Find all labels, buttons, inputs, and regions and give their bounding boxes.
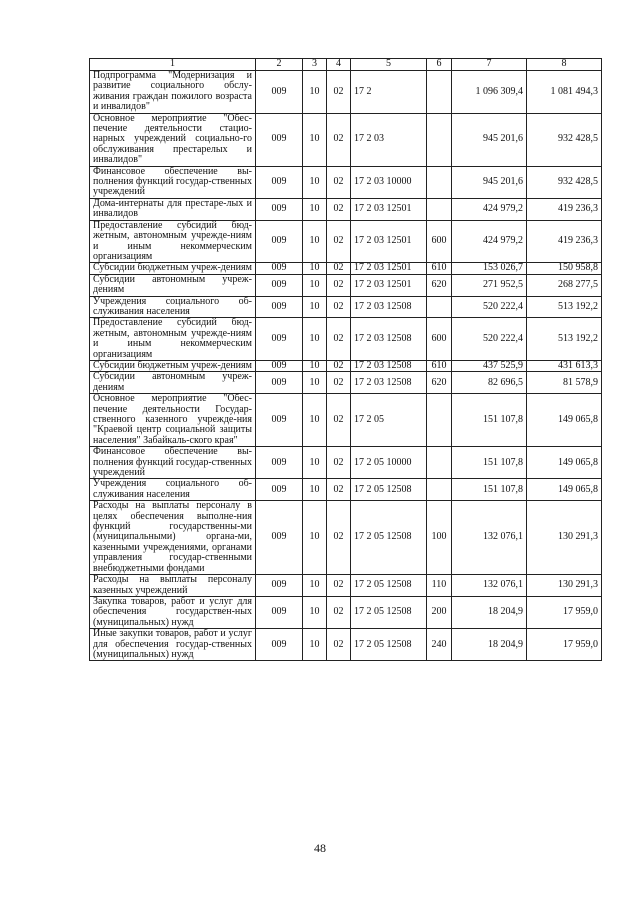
amount-year-1: 945 201,6 <box>452 166 527 198</box>
column-header: 7 <box>452 59 527 71</box>
expense-type-code <box>427 479 452 501</box>
amount-year-2: 513 192,2 <box>527 296 602 318</box>
expense-type-code: 620 <box>427 372 452 394</box>
expense-item-name: Финансовое обеспечение вы-полнения функций государ-ственных учреждений <box>90 447 256 479</box>
target-article-code: 17 2 05 12508 <box>351 596 427 628</box>
section-code: 10 <box>303 596 327 628</box>
admin-code: 009 <box>256 220 303 263</box>
table-row <box>90 296 602 318</box>
subsection-code: 02 <box>327 501 351 575</box>
expense-item-name: Предоставление субсидий бюд-жетным, автономным учрежде-ниям и иным некоммерческим организациям <box>90 318 256 361</box>
amount-year-2: 149 065,8 <box>527 479 602 501</box>
expense-type-code: 110 <box>427 575 452 597</box>
admin-code: 009 <box>256 71 303 114</box>
table-row <box>90 479 602 501</box>
table-row <box>90 360 602 371</box>
subsection-code: 02 <box>327 629 351 661</box>
admin-code: 009 <box>256 296 303 318</box>
amount-year-1: 520 222,4 <box>452 318 527 361</box>
admin-code: 009 <box>256 479 303 501</box>
target-article-code: 17 2 05 12508 <box>351 629 427 661</box>
target-article-code: 17 2 03 12501 <box>351 220 427 263</box>
amount-year-2: 150 958,8 <box>527 263 602 274</box>
amount-year-1: 520 222,4 <box>452 296 527 318</box>
column-header: 2 <box>256 59 303 71</box>
amount-year-1: 132 076,1 <box>452 575 527 597</box>
target-article-code: 17 2 03 12508 <box>351 318 427 361</box>
amount-year-2: 17 959,0 <box>527 596 602 628</box>
expense-item-name: Предоставление субсидий бюд-жетным, автономным учрежде-ниям и иным некоммерческим организациям <box>90 220 256 263</box>
table-row <box>90 220 602 263</box>
amount-year-2: 1 081 494,3 <box>527 71 602 114</box>
table-row <box>90 71 602 114</box>
amount-year-2: 513 192,2 <box>527 318 602 361</box>
expense-item-name: Расходы на выплаты персоналу казенных учреждений <box>90 575 256 597</box>
target-article-code: 17 2 03 12501 <box>351 263 427 274</box>
column-header: 1 <box>90 59 256 71</box>
column-header: 5 <box>351 59 427 71</box>
column-header: 6 <box>427 59 452 71</box>
subsection-code: 02 <box>327 479 351 501</box>
expense-item-name: Расходы на выплаты персоналу в целях обеспечения выполне-ния функций государственны-ми (муниципальными) органа-ми, казенными учреждениями, органами управления государ-ственными внебюджетными фондами <box>90 501 256 575</box>
section-code: 10 <box>303 394 327 447</box>
section-code: 10 <box>303 372 327 394</box>
table-row <box>90 501 602 575</box>
subsection-code: 02 <box>327 113 351 166</box>
table-row <box>90 274 602 296</box>
amount-year-1: 151 107,8 <box>452 394 527 447</box>
section-code: 10 <box>303 274 327 296</box>
amount-year-2: 81 578,9 <box>527 372 602 394</box>
subsection-code: 02 <box>327 318 351 361</box>
subsection-code: 02 <box>327 220 351 263</box>
expense-item-name: Иные закупки товаров, работ и услуг для обеспечения государ-ственных (муниципальных) нужд <box>90 629 256 661</box>
table-row <box>90 113 602 166</box>
expense-item-name: Субсидии бюджетным учреж-дениям <box>90 360 256 371</box>
section-code: 10 <box>303 629 327 661</box>
page-number: 48 <box>314 841 326 855</box>
amount-year-1: 18 204,9 <box>452 596 527 628</box>
expense-item-name: Основное мероприятие "Обес-печение деятельности Государ-ственного казенного учрежде-ния "Краевой центр социальной защиты населения" Забайкаль-ского края" <box>90 394 256 447</box>
admin-code: 009 <box>256 318 303 361</box>
amount-year-1: 153 026,7 <box>452 263 527 274</box>
amount-year-1: 151 107,8 <box>452 447 527 479</box>
expense-type-code <box>427 394 452 447</box>
admin-code: 009 <box>256 113 303 166</box>
expense-type-code <box>427 447 452 479</box>
subsection-code: 02 <box>327 575 351 597</box>
subsection-code: 02 <box>327 447 351 479</box>
expense-item-name: Учреждения социального об-служивания населения <box>90 296 256 318</box>
target-article-code: 17 2 05 12508 <box>351 575 427 597</box>
amount-year-2: 17 959,0 <box>527 629 602 661</box>
expense-type-code: 620 <box>427 274 452 296</box>
admin-code: 009 <box>256 596 303 628</box>
column-header: 4 <box>327 59 351 71</box>
target-article-code: 17 2 05 12508 <box>351 501 427 575</box>
expense-type-code <box>427 296 452 318</box>
amount-year-2: 431 613,3 <box>527 360 602 371</box>
amount-year-2: 149 065,8 <box>527 447 602 479</box>
admin-code: 009 <box>256 501 303 575</box>
section-code: 10 <box>303 360 327 371</box>
section-code: 10 <box>303 575 327 597</box>
admin-code: 009 <box>256 198 303 220</box>
expense-type-code <box>427 198 452 220</box>
amount-year-2: 268 277,5 <box>527 274 602 296</box>
section-code: 10 <box>303 318 327 361</box>
admin-code: 009 <box>256 360 303 371</box>
amount-year-1: 82 696,5 <box>452 372 527 394</box>
table-row <box>90 198 602 220</box>
amount-year-2: 130 291,3 <box>527 575 602 597</box>
subsection-code: 02 <box>327 372 351 394</box>
expense-item-name: Основное мероприятие "Обес-печение деятельности стацио-нарных учреждений социально-го обслуживания престарелых и инвалидов" <box>90 113 256 166</box>
table-row <box>90 318 602 361</box>
amount-year-1: 424 979,2 <box>452 220 527 263</box>
target-article-code: 17 2 03 12508 <box>351 360 427 371</box>
expense-type-code <box>427 113 452 166</box>
amount-year-1: 1 096 309,4 <box>452 71 527 114</box>
section-code: 10 <box>303 263 327 274</box>
section-code: 10 <box>303 501 327 575</box>
expense-type-code <box>427 71 452 114</box>
section-code: 10 <box>303 198 327 220</box>
expense-item-name: Субсидии бюджетным учреж-дениям <box>90 263 256 274</box>
expense-type-code <box>427 166 452 198</box>
amount-year-2: 149 065,8 <box>527 394 602 447</box>
table-row <box>90 575 602 597</box>
admin-code: 009 <box>256 629 303 661</box>
amount-year-1: 437 525,9 <box>452 360 527 371</box>
amount-year-2: 419 236,3 <box>527 198 602 220</box>
expense-item-name: Учреждения социального об-служивания населения <box>90 479 256 501</box>
admin-code: 009 <box>256 166 303 198</box>
expense-type-code: 600 <box>427 318 452 361</box>
expense-type-code: 610 <box>427 263 452 274</box>
table-header-row <box>90 59 602 71</box>
subsection-code: 02 <box>327 394 351 447</box>
expense-item-name: Субсидии автономным учреж-дениям <box>90 274 256 296</box>
table-row <box>90 372 602 394</box>
section-code: 10 <box>303 113 327 166</box>
expense-item-name: Дома-интернаты для престаре-лых и инвалидов <box>90 198 256 220</box>
expense-item-name: Финансовое обеспечение вы-полнения функций государ-ственных учреждений <box>90 166 256 198</box>
amount-year-1: 18 204,9 <box>452 629 527 661</box>
expense-item-name: Закупка товаров, работ и услуг для обеспечения государствен-ных (муниципальных) нужд <box>90 596 256 628</box>
section-code: 10 <box>303 447 327 479</box>
amount-year-1: 424 979,2 <box>452 198 527 220</box>
subsection-code: 02 <box>327 596 351 628</box>
budget-table <box>89 58 602 661</box>
admin-code: 009 <box>256 372 303 394</box>
subsection-code: 02 <box>327 296 351 318</box>
admin-code: 009 <box>256 263 303 274</box>
expense-item-name: Подпрограмма "Модернизация и развитие социального обслу-живания граждан пожилого возраста и инвалидов" <box>90 71 256 114</box>
column-header: 3 <box>303 59 327 71</box>
table-row <box>90 166 602 198</box>
target-article-code: 17 2 05 12508 <box>351 479 427 501</box>
subsection-code: 02 <box>327 71 351 114</box>
admin-code: 009 <box>256 575 303 597</box>
column-header: 8 <box>527 59 602 71</box>
target-article-code: 17 2 05 <box>351 394 427 447</box>
target-article-code: 17 2 03 12501 <box>351 198 427 220</box>
table-row <box>90 447 602 479</box>
table-row <box>90 394 602 447</box>
admin-code: 009 <box>256 394 303 447</box>
target-article-code: 17 2 03 12501 <box>351 274 427 296</box>
amount-year-1: 945 201,6 <box>452 113 527 166</box>
expense-type-code: 200 <box>427 596 452 628</box>
target-article-code: 17 2 03 10000 <box>351 166 427 198</box>
subsection-code: 02 <box>327 263 351 274</box>
table-row <box>90 629 602 661</box>
section-code: 10 <box>303 166 327 198</box>
subsection-code: 02 <box>327 274 351 296</box>
expense-type-code: 610 <box>427 360 452 371</box>
target-article-code: 17 2 03 12508 <box>351 296 427 318</box>
expense-item-name: Субсидии автономным учреж-дениям <box>90 372 256 394</box>
target-article-code: 17 2 03 12508 <box>351 372 427 394</box>
section-code: 10 <box>303 71 327 114</box>
admin-code: 009 <box>256 447 303 479</box>
section-code: 10 <box>303 479 327 501</box>
amount-year-2: 932 428,5 <box>527 166 602 198</box>
amount-year-1: 271 952,5 <box>452 274 527 296</box>
subsection-code: 02 <box>327 166 351 198</box>
expense-type-code: 100 <box>427 501 452 575</box>
expense-type-code: 600 <box>427 220 452 263</box>
target-article-code: 17 2 <box>351 71 427 114</box>
amount-year-2: 419 236,3 <box>527 220 602 263</box>
table-row <box>90 263 602 274</box>
section-code: 10 <box>303 296 327 318</box>
amount-year-1: 151 107,8 <box>452 479 527 501</box>
amount-year-1: 132 076,1 <box>452 501 527 575</box>
admin-code: 009 <box>256 274 303 296</box>
target-article-code: 17 2 03 <box>351 113 427 166</box>
subsection-code: 02 <box>327 198 351 220</box>
table-row <box>90 596 602 628</box>
expense-type-code: 240 <box>427 629 452 661</box>
section-code: 10 <box>303 220 327 263</box>
target-article-code: 17 2 05 10000 <box>351 447 427 479</box>
amount-year-2: 932 428,5 <box>527 113 602 166</box>
amount-year-2: 130 291,3 <box>527 501 602 575</box>
subsection-code: 02 <box>327 360 351 371</box>
